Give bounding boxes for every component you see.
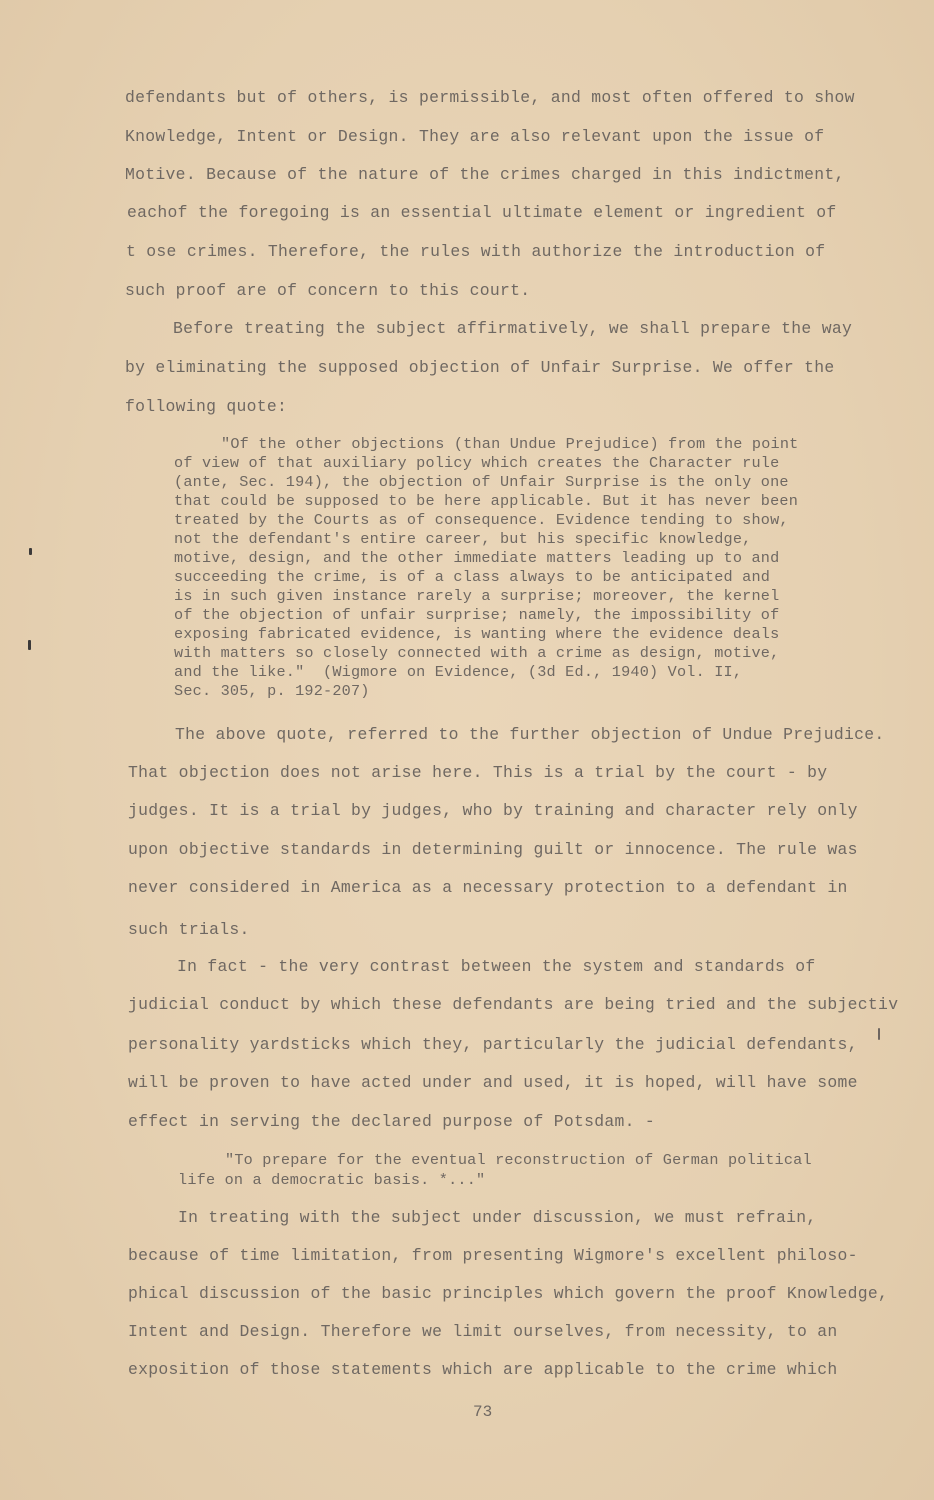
ink-mark [28,640,31,650]
quote-line: exposing fabricated evidence, is wanting where the evidence deals [174,625,780,643]
quote-line: and the like." (Wigmore on Evidence, (3d Ed., 1940) Vol. II, [174,663,743,681]
body-line: exposition of those statements which are applicable to the crime which [128,1360,838,1379]
body-line: never considered in America as a necessary protection to a defendant in [128,878,848,897]
quote-line: treated by the Courts as of consequence. Evidence tending to show, [174,511,789,529]
body-line: Before treating the subject affirmatively, we shall prepare the way [173,319,853,338]
body-line: because of time limitation, from presenting Wigmore's excellent philoso- [128,1246,858,1265]
body-line: eachof the foregoing is an essential ultimate element or ingredient of [127,203,837,222]
quote-line: succeeding the crime, is of a class always to be anticipated and [174,568,771,586]
body-line: phical discussion of the basic principles which govern the proof Knowledge, [128,1284,889,1303]
body-line: by eliminating the supposed objection of Unfair Surprise. We offer the [125,358,835,377]
quote-line: motive, design, and the other immediate matters leading up to and [174,549,780,567]
body-line: such trials. [128,920,250,939]
quote-line: Sec. 305, p. 192-207) [174,682,370,700]
body-line: judges. It is a trial by judges, who by training and character rely only [128,801,858,820]
body-line: In fact - the very contrast between the system and standards of [177,957,816,976]
body-line: upon objective standards in determining guilt or innocence. The rule was [128,840,858,859]
ink-mark [29,548,32,555]
body-line: In treating with the subject under discussion, we must refrain, [178,1208,817,1227]
body-line: That objection does not arise here. This is a trial by the court - by [128,763,828,782]
body-line: such proof are of concern to this court. [125,281,531,300]
quote-line: "Of the other objections (than Undue Prejudice) from the point [221,435,799,453]
body-line: effect in serving the declared purpose of Potsdam. - [128,1112,656,1131]
quote-line: that could be supposed to be here applicable. But it has never been [174,492,799,510]
body-line: Intent and Design. Therefore we limit ourselves, from necessity, to an [128,1322,838,1341]
body-line: t ose crimes. Therefore, the rules with authorize the introduction of [126,242,826,261]
quote-line: "To prepare for the eventual reconstruction of German political [225,1151,812,1169]
body-line: will be proven to have acted under and used, it is hoped, will have some [128,1073,858,1092]
quote-line: of view of that auxiliary policy which creates the Character rule [174,454,780,472]
body-line: judicial conduct by which these defendants are being tried and the subjectiv [128,995,899,1014]
body-line: Motive. Because of the nature of the crimes charged in this indictment, [125,165,845,184]
body-line: Knowledge, Intent or Design. They are also relevant upon the issue of [125,127,825,146]
page-number: 73 [473,1403,493,1421]
quote-line: of the objection of unfair surprise; namely, the impossibility of [174,606,780,624]
body-line: The above quote, referred to the further objection of Undue Prejudice. [175,725,885,744]
quote-line: is in such given instance rarely a surprise; moreover, the kernel [174,587,780,605]
body-line: defendants but of others, is permissible, and most often offered to show [125,88,855,107]
ink-mark [878,1028,880,1040]
quote-line: with matters so closely connected with a crime as design, motive, [174,644,780,662]
body-line: following quote: [125,397,288,416]
body-line: personality yardsticks which they, particularly the judicial defendants, [128,1035,858,1054]
quote-line: life on a democratic basis. *..." [178,1171,486,1189]
quote-line: (ante, Sec. 194), the objection of Unfair Surprise is the only one [174,473,789,491]
quote-line: not the defendant's entire career, but his specific knowledge, [174,530,752,548]
